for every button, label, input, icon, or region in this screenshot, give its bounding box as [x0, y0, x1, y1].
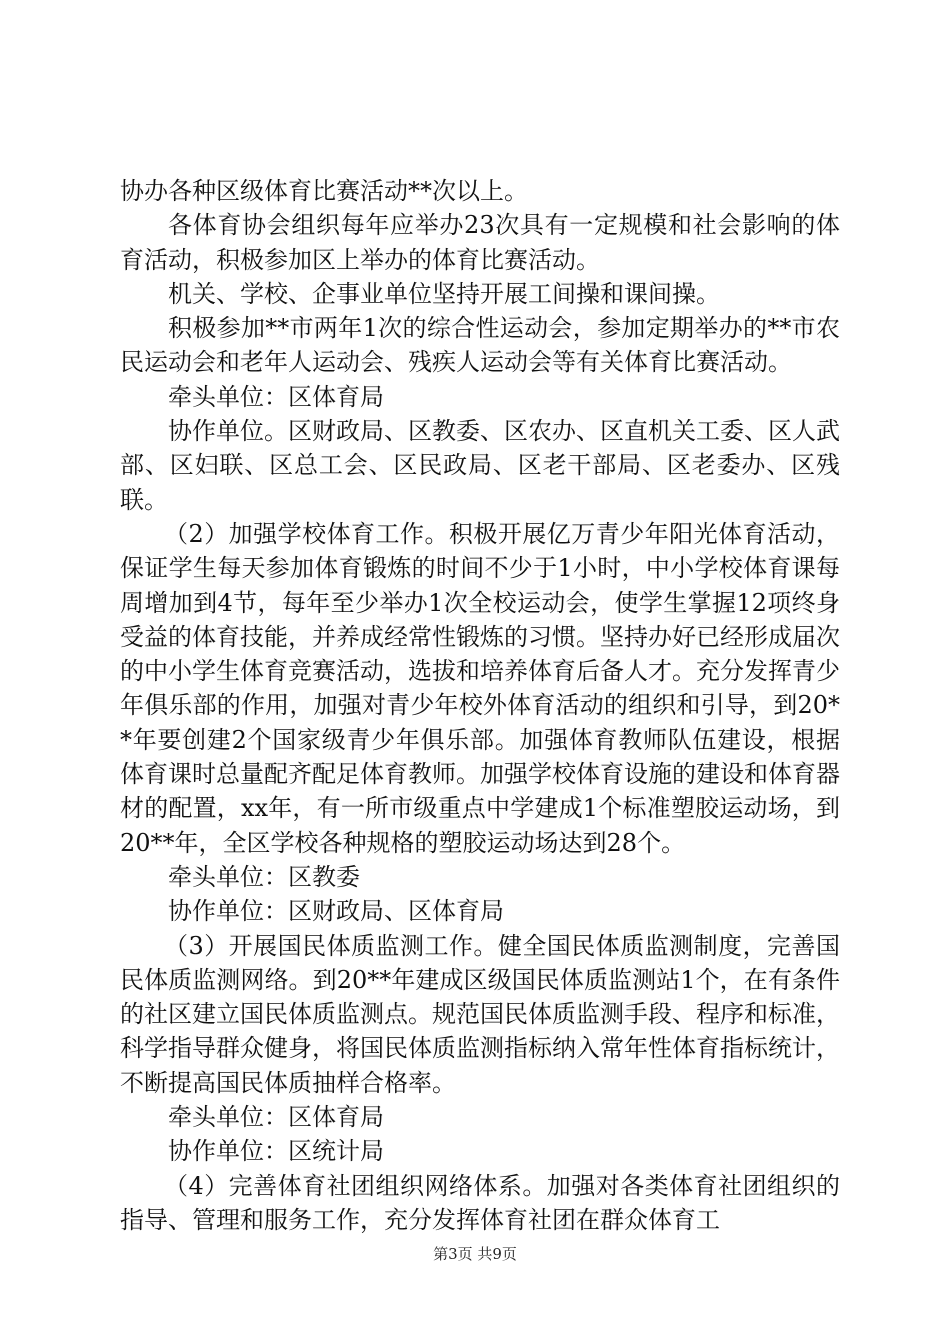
- cooperating-units-3: 协作单位：区统计局: [168, 1137, 384, 1166]
- paragraph-sports-associations: 各体育协会组织每年应举办23次具有一定规模和社会影响的体育活动，积极参加区上举办的体育比赛活动。: [120, 211, 840, 274]
- paragraph-school-sports: （2）加强学校体育工作。积极开展亿万青少年阳光体育活动，保证学生每天参加体育锻炼的时间不少于1小时，中小学校体育课每周增加到4节，每年至少举办1次全校运动会，使学生掌握12项终身受益的体育技能，并养成经常性锻炼的习惯。坚持办好已经形成届次的中小学生体育竞赛活动，选拔和培养体育后备人才。充分发挥青少年俱乐部的作用，加强对青少年校外体育活动的组织和引导，到20**年要创建2个国家级青少年俱乐部。加强体育教师队伍建设，根据体育课时总量配齐配足体育教师。加强学校体育设施的建设和体育器材的配置，xx年，有一所市级重点中学建成1个标准塑胶运动场，到20**年，全区学校各种规格的塑胶运动场达到28个。: [120, 519, 840, 857]
- lead-unit-3: 牵头单位：区体育局: [168, 1103, 384, 1132]
- page-number-footer: 第3页 共9页: [433, 1245, 517, 1263]
- paragraph-city-games: 积极参加**市两年1次的综合性运动会，参加定期举办的**市农民运动会和老年人运动会、残疾人运动会等有关体育比赛活动。: [120, 314, 840, 377]
- paragraph-fitness-monitoring: （3）开展国民体质监测工作。健全国民体质监测制度，完善国民体质监测网络。到20**年建成区级国民体质监测站1个，在有条件的社区建立国民体质监测点。规范国民体质监测手段、程序和标准，科学指导群众健身，将国民体质监测指标纳入常年性体育指标统计，不断提高国民体质抽样合格率。: [120, 931, 840, 1097]
- paragraph-continuation: 协办各种区级体育比赛活动**次以上。: [120, 177, 528, 205]
- document-body: [120, 174, 840, 1237]
- lead-unit-2: 牵头单位：区教委: [168, 862, 360, 891]
- cooperating-units-1: 协作单位。区财政局、区教委、区农办、区直机关工委、区人武部、区妇联、区总工会、区民政局、区老干部局、区老委办、区残联。: [120, 417, 840, 514]
- paragraph-sports-organizations: （4）完善体育社团组织网络体系。加强对各类体育社团组织的指导、管理和服务工作，充分发挥体育社团在群众体育工: [120, 1171, 840, 1234]
- paragraph-workplace-exercises: 机关、学校、企事业单位坚持开展工间操和课间操。: [168, 279, 720, 308]
- lead-unit-1: 牵头单位：区体育局: [168, 382, 384, 411]
- cooperating-units-2: 协作单位：区财政局、区体育局: [168, 897, 504, 926]
